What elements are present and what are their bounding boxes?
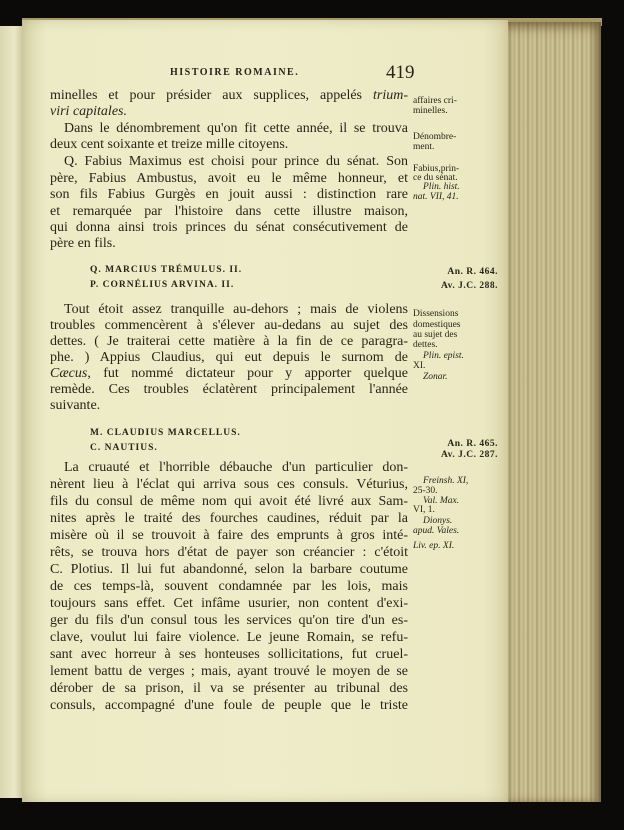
text-segment: ger du fils d'un consul tous les services qu'on tire d'un es- [50,613,408,628]
margin-note: ment. [413,142,435,152]
text-segment: lement battu de verges ; mais, ayant trouvé le moyen de se [50,664,408,679]
text-segment: qui donna ainsi trois princes du sénat consécutivement de [50,220,408,235]
margin-note: nat. VII, 41. [413,192,459,202]
text-line [50,459,408,477]
margin-note: affaires cri- [413,96,457,106]
margin-note: Zonar. [423,372,448,382]
text-segment: toujours sans effet. Cet infâme usurier, non content d'exi- [50,596,408,611]
text-segment: clave, voulut lui faire violence. Le jeune Romain, se refu- [50,630,408,645]
text-segment: remède. Ces troubles éclatèrent principalement l'année [50,382,408,397]
italic-text: Cæcus [50,366,88,381]
margin-note: ce du sénat. [413,173,458,183]
text-segment: Tout étoit assez tranquille au-dehors ; mais de violens [64,302,408,317]
text-line [50,527,408,545]
text-line [50,697,408,715]
text-line [50,680,408,698]
text-segment: dettes. ( Je traiterai cette matière à la fin de ce paragra- [50,334,408,349]
text-segment: troubles commencèrent à s'élever au-dedans au sujet des [50,318,408,333]
margin-note: Plin. epist. [423,351,464,361]
margin-note: VI, 1. [413,505,435,515]
text-segment: , fut nommé dictateur pour y apporter quelque [87,366,408,381]
text-segment: de ces temps-là, souvent condamnée par les lois, mais [50,579,408,594]
consul-heading: Q. MARCIUS TRÉMULUS. II. [90,265,243,275]
text-line [50,578,408,596]
text-line [50,663,408,681]
margin-note: Plin. hist. [423,182,460,192]
text-segment: sant avec horreur à ses honteuses sollicitations, fut cruel- [50,647,408,662]
text-segment: La cruauté et l'horrible débauche d'un particulier don- [64,460,408,475]
text-segment: fils du consul de même nom qui avoit été livré aux Sam- [50,494,408,509]
page-number: 419 [386,62,415,83]
text-line [50,561,408,579]
text-line [50,646,408,664]
text-segment: nèrent lieu à l'éclat qui arriva sous ces consuls. Véturius, [50,477,408,492]
text-line [50,595,408,613]
text-line [50,629,408,647]
text-segment: C. Plotius. Il lui fut abandonné, selon la barbare coutume [50,562,408,577]
text-line [50,544,408,562]
page-fore-edges [505,22,601,802]
date-sidenote: Av. J.C. 287. [441,450,498,460]
text-line [50,510,408,528]
consul-heading: C. NAUTIUS. [90,443,158,453]
date-sidenote: An. R. 464. [447,267,498,277]
margin-note: XI. [413,361,426,371]
margin-note: domestiques [413,320,461,330]
text-segment: phe. ) Appius Claudius, qui eut depuis le surnom de [50,350,408,365]
margin-note: Val. Max. [423,496,460,506]
consul-heading: M. CLAUDIUS MARCELLUS. [90,428,241,438]
text-segment: deux cent soixante et treize mille citoyens. [50,137,289,152]
text-segment: suivante. [50,398,101,413]
text-line [50,235,408,253]
text-line [50,153,408,171]
running-title: HISTOIRE ROMAINE. [170,67,300,78]
italic-text: trium- [373,88,408,103]
text-segment: nites après le traité des fourches caudines, réduit par la [50,511,408,526]
text-segment: Q. Fabius Maximus est choisi pour prince du sénat. Son [64,154,408,169]
text-segment: Dans le dénombrement qu'on fit cette année, il se trouva [64,121,408,136]
text-segment: père en fils. [50,236,116,251]
text-segment: minelles et pour présider aux supplices, appelés [50,88,373,103]
margin-note: dettes. [413,340,438,350]
margin-note: Dénombre- [413,132,457,142]
text-line [50,103,408,121]
date-sidenote: Av. J.C. 288. [441,281,498,291]
margin-note: Dionys. [423,516,453,526]
text-line [50,493,408,511]
margin-note: 25-30. [413,486,438,496]
text-line [50,612,408,630]
text-segment: père, Fabius Ambustus, avoit eu le même honneur, et [50,171,408,186]
consul-heading: P. CORNÉLIUS ARVINA. II. [90,280,235,290]
text-segment: misère où il se trouvoit à faire des emprunts à gros inté- [50,528,408,543]
margin-note: minelles. [413,106,448,116]
margin-note: Dissensions [413,309,459,319]
margin-note: Freinsh. XI, [423,476,469,486]
text-line [50,136,408,154]
margin-note: au sujet des [413,330,458,340]
text-line [50,186,408,204]
italic-text: viri capitales. [50,104,127,119]
date-sidenote: An. R. 465. [447,439,498,449]
facing-page-edge [0,26,24,798]
margin-note: apud. Vales. [413,526,460,536]
text-segment: rêts, se trouva hors d'état de payer son créancier : c'étoit [50,545,408,560]
margin-note: Fabius,prin- [413,164,460,174]
text-line [50,397,408,415]
margin-note: Liv. ep. XI. [413,541,455,551]
text-line [50,476,408,494]
text-segment: et remarquée par l'histoire dans cette illustre maison, [50,204,408,219]
text-segment: consuls, accompagné d'une foule de peuple que le triste [50,698,408,713]
text-segment: son fils Fabius Gurgès en jouit aussi : distinction rare [50,187,408,202]
text-segment: dérober de sa prison, il va se présenter au tribunal des [50,681,408,696]
